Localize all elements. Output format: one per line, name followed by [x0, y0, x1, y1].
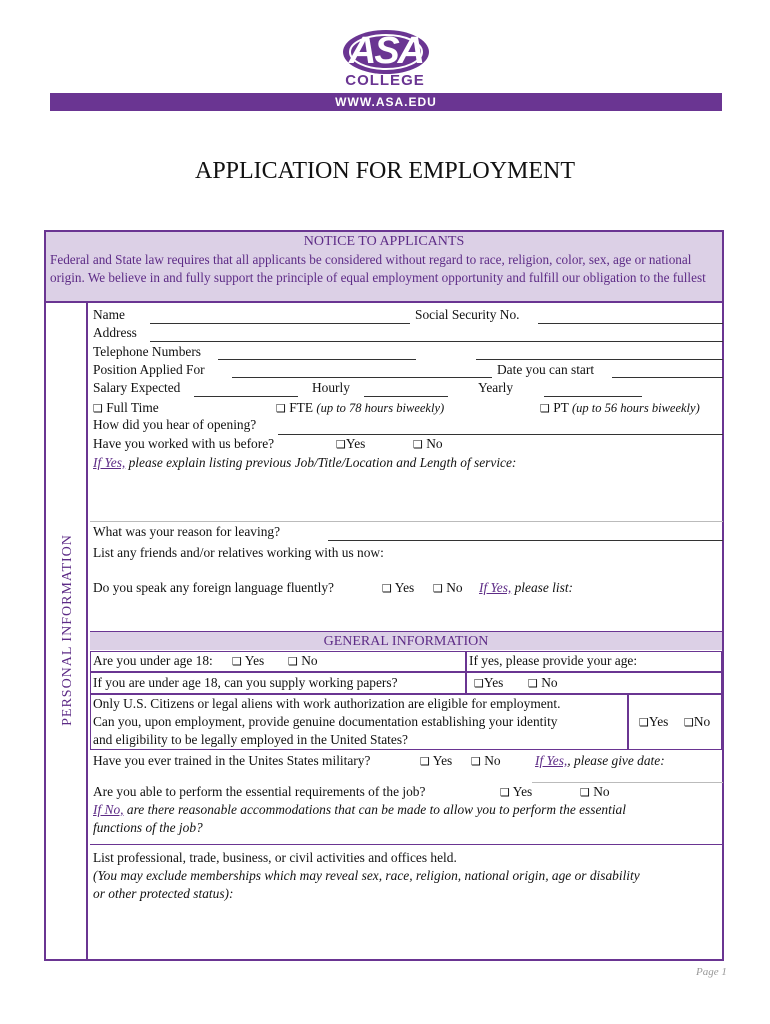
papers-no-label: No [541, 675, 558, 690]
checkbox-icon[interactable]: ❑ [684, 716, 694, 729]
pt-label: PT [553, 400, 569, 415]
if-yes-link: If Yes, [535, 753, 568, 768]
military-label: Have you ever trained in the Unites States military? [93, 753, 371, 768]
hourly-field[interactable] [364, 396, 448, 397]
papers-label: If you are under age 18, can you supply working papers? [93, 675, 398, 690]
explain-area[interactable] [90, 521, 723, 522]
citizens-line-3: and eligibility to be legally employed in the United States? [93, 732, 408, 747]
address-field[interactable] [150, 341, 723, 342]
position-field[interactable] [232, 377, 492, 378]
give-date-text: please give date: [573, 753, 665, 768]
essential-no-label: No [593, 784, 610, 799]
checkbox-icon[interactable]: ❑ [420, 755, 430, 768]
notice-divider [46, 301, 722, 303]
under18-label: Are you under age 18: [93, 653, 213, 668]
hear-label: How did you hear of opening? [93, 417, 257, 432]
military-no-label: No [484, 753, 501, 768]
provide-age-label: If yes, please provide your age: [469, 653, 638, 668]
citizens-no-option[interactable] [684, 714, 710, 730]
telephone-field-1[interactable] [218, 359, 416, 360]
language-no-option[interactable] [433, 580, 463, 596]
notice-text: Federal and State law requires that all applicants be considered without regard to race, religion, color, sex, age or national origin. We believe in and fully support the principle of equal employment opportunity and fulfill our obligation to the fullest [50, 252, 706, 285]
under18-no-option[interactable] [288, 653, 318, 669]
worked-yes-label: Yes [345, 436, 366, 451]
language-yes-label: Yes [394, 580, 415, 595]
citizens-line-1: Only U.S. Citizens or legal aliens with work authorization are eligible for employment. [93, 696, 561, 711]
ssn-field[interactable] [538, 323, 723, 324]
reason-label: What was your reason for leaving? [93, 524, 281, 539]
position-label: Position Applied For [93, 362, 205, 377]
citizens-yes-label: Yes [648, 714, 669, 729]
page-title: APPLICATION FOR EMPLOYMENT [194, 158, 576, 184]
notice-title: NOTICE TO APPLICANTS [303, 234, 465, 249]
telephone-label: Telephone Numbers [93, 344, 202, 359]
essential-no-option[interactable] [580, 784, 610, 800]
please-list-text: please list: [514, 580, 573, 595]
exclude-line-2: or other protected status): [93, 886, 234, 901]
logo-text: ASA [348, 30, 424, 72]
fte-note: (up to 78 hours biweekly) [316, 401, 445, 415]
language-yes-option[interactable] [382, 580, 414, 596]
language-list-prompt [479, 580, 573, 596]
full-time-option[interactable] [93, 400, 159, 416]
checkbox-icon[interactable]: ❑ [474, 677, 484, 690]
checkbox-icon[interactable]: ❑ [276, 402, 286, 415]
worked-label: Have you worked with us before? [93, 436, 275, 451]
citizens-no-label: No [693, 714, 711, 729]
reason-field[interactable] [328, 540, 723, 541]
yearly-field[interactable] [544, 396, 642, 397]
checkbox-icon[interactable]: ❑ [433, 582, 443, 595]
exclude-line-1: (You may exclude memberships which may reveal sex, race, religion, national origin, age or disability [93, 868, 640, 883]
pt-option[interactable] [540, 400, 700, 416]
activities-label: List professional, trade, business, or civil activities and offices held. [93, 850, 457, 865]
checkbox-icon[interactable]: ❑ [413, 438, 423, 451]
salary-field[interactable] [194, 396, 298, 397]
papers-answer-cell [466, 672, 722, 694]
under18-no-label: No [301, 653, 318, 668]
checkbox-icon[interactable]: ❑ [471, 755, 481, 768]
side-label: PERSONAL INFORMATION [60, 534, 75, 726]
essential-yes-option[interactable] [500, 784, 532, 800]
checkbox-icon[interactable]: ❑ [639, 716, 649, 729]
hourly-label: Hourly [312, 380, 350, 395]
website-banner[interactable]: WWW.ASA.EDU [50, 93, 722, 111]
checkbox-icon[interactable]: ❑ [382, 582, 392, 595]
ssn-label: Social Security No. [415, 307, 520, 322]
essential-label: Are you able to perform the essential requirements of the job? [93, 784, 426, 799]
general-title: GENERAL INFORMATION [323, 634, 489, 649]
papers-yes-label: Yes [483, 675, 504, 690]
under18-yes-label: Yes [244, 653, 265, 668]
yearly-label: Yearly [478, 380, 514, 395]
papers-yes-option[interactable] [474, 675, 503, 691]
college-name: COLLEGE [345, 72, 425, 89]
name-label: Name [93, 307, 125, 322]
pt-note: (up to 56 hours biweekly) [571, 401, 700, 415]
page-number: Page 1 [696, 966, 727, 978]
checkbox-icon[interactable]: ❑ [580, 786, 590, 799]
checkbox-icon[interactable]: ❑ [93, 402, 103, 415]
name-field[interactable] [150, 323, 410, 324]
checkbox-icon[interactable]: ❑ [232, 655, 242, 668]
friends-label: List any friends and/or relatives working with us now: [93, 545, 384, 560]
fte-label: FTE [289, 400, 314, 415]
explain-prompt [93, 455, 516, 471]
explain-text: please explain listing previous Job/Title/Location and Length of service: [128, 455, 517, 470]
telephone-field-2[interactable] [476, 359, 723, 360]
military-yes-label: Yes [432, 753, 453, 768]
if-yes-link: If Yes, [93, 455, 126, 470]
accommodation-text: are there reasonable accommodations that can be made to allow you to perform the essential [126, 802, 626, 817]
citizens-yes-option[interactable] [639, 714, 668, 730]
salary-label: Salary Expected [93, 380, 181, 395]
date-start-label: Date you can start [497, 362, 595, 377]
date-start-field[interactable] [612, 377, 723, 378]
language-no-label: No [446, 580, 463, 595]
checkbox-icon[interactable]: ❑ [528, 677, 538, 690]
military-yes-option[interactable] [420, 753, 452, 769]
checkbox-icon[interactable]: ❑ [288, 655, 298, 668]
language-label: Do you speak any foreign language fluently? [93, 580, 334, 595]
checkbox-icon[interactable]: ❑ [500, 786, 510, 799]
full-time-label: Full Time [106, 400, 159, 415]
military-date-field[interactable] [532, 782, 723, 783]
worked-yes-option[interactable] [336, 436, 365, 452]
military-date-prompt: If Yes,, please give date: [535, 753, 665, 768]
hear-field[interactable] [278, 434, 723, 435]
worked-no-label: No [426, 436, 443, 451]
accommodation-line-1 [93, 802, 626, 818]
checkbox-icon[interactable]: ❑ [336, 438, 346, 451]
checkbox-icon[interactable]: ❑ [540, 402, 550, 415]
papers-no-option[interactable] [528, 675, 558, 691]
accommodation-line-2: functions of the job? [93, 820, 203, 835]
essential-yes-label: Yes [512, 784, 533, 799]
citizens-line-2: Can you, upon employment, provide genuine documentation establishing your identity [93, 714, 558, 729]
if-no-link: If No, [93, 802, 124, 817]
activities-divider [90, 844, 722, 845]
military-no-option[interactable] [471, 753, 501, 769]
under18-yes-option[interactable] [232, 653, 264, 669]
if-yes-link: If Yes, [479, 580, 512, 595]
address-label: Address [93, 325, 137, 340]
worked-no-option[interactable] [413, 436, 443, 452]
fte-option[interactable] [276, 400, 444, 416]
